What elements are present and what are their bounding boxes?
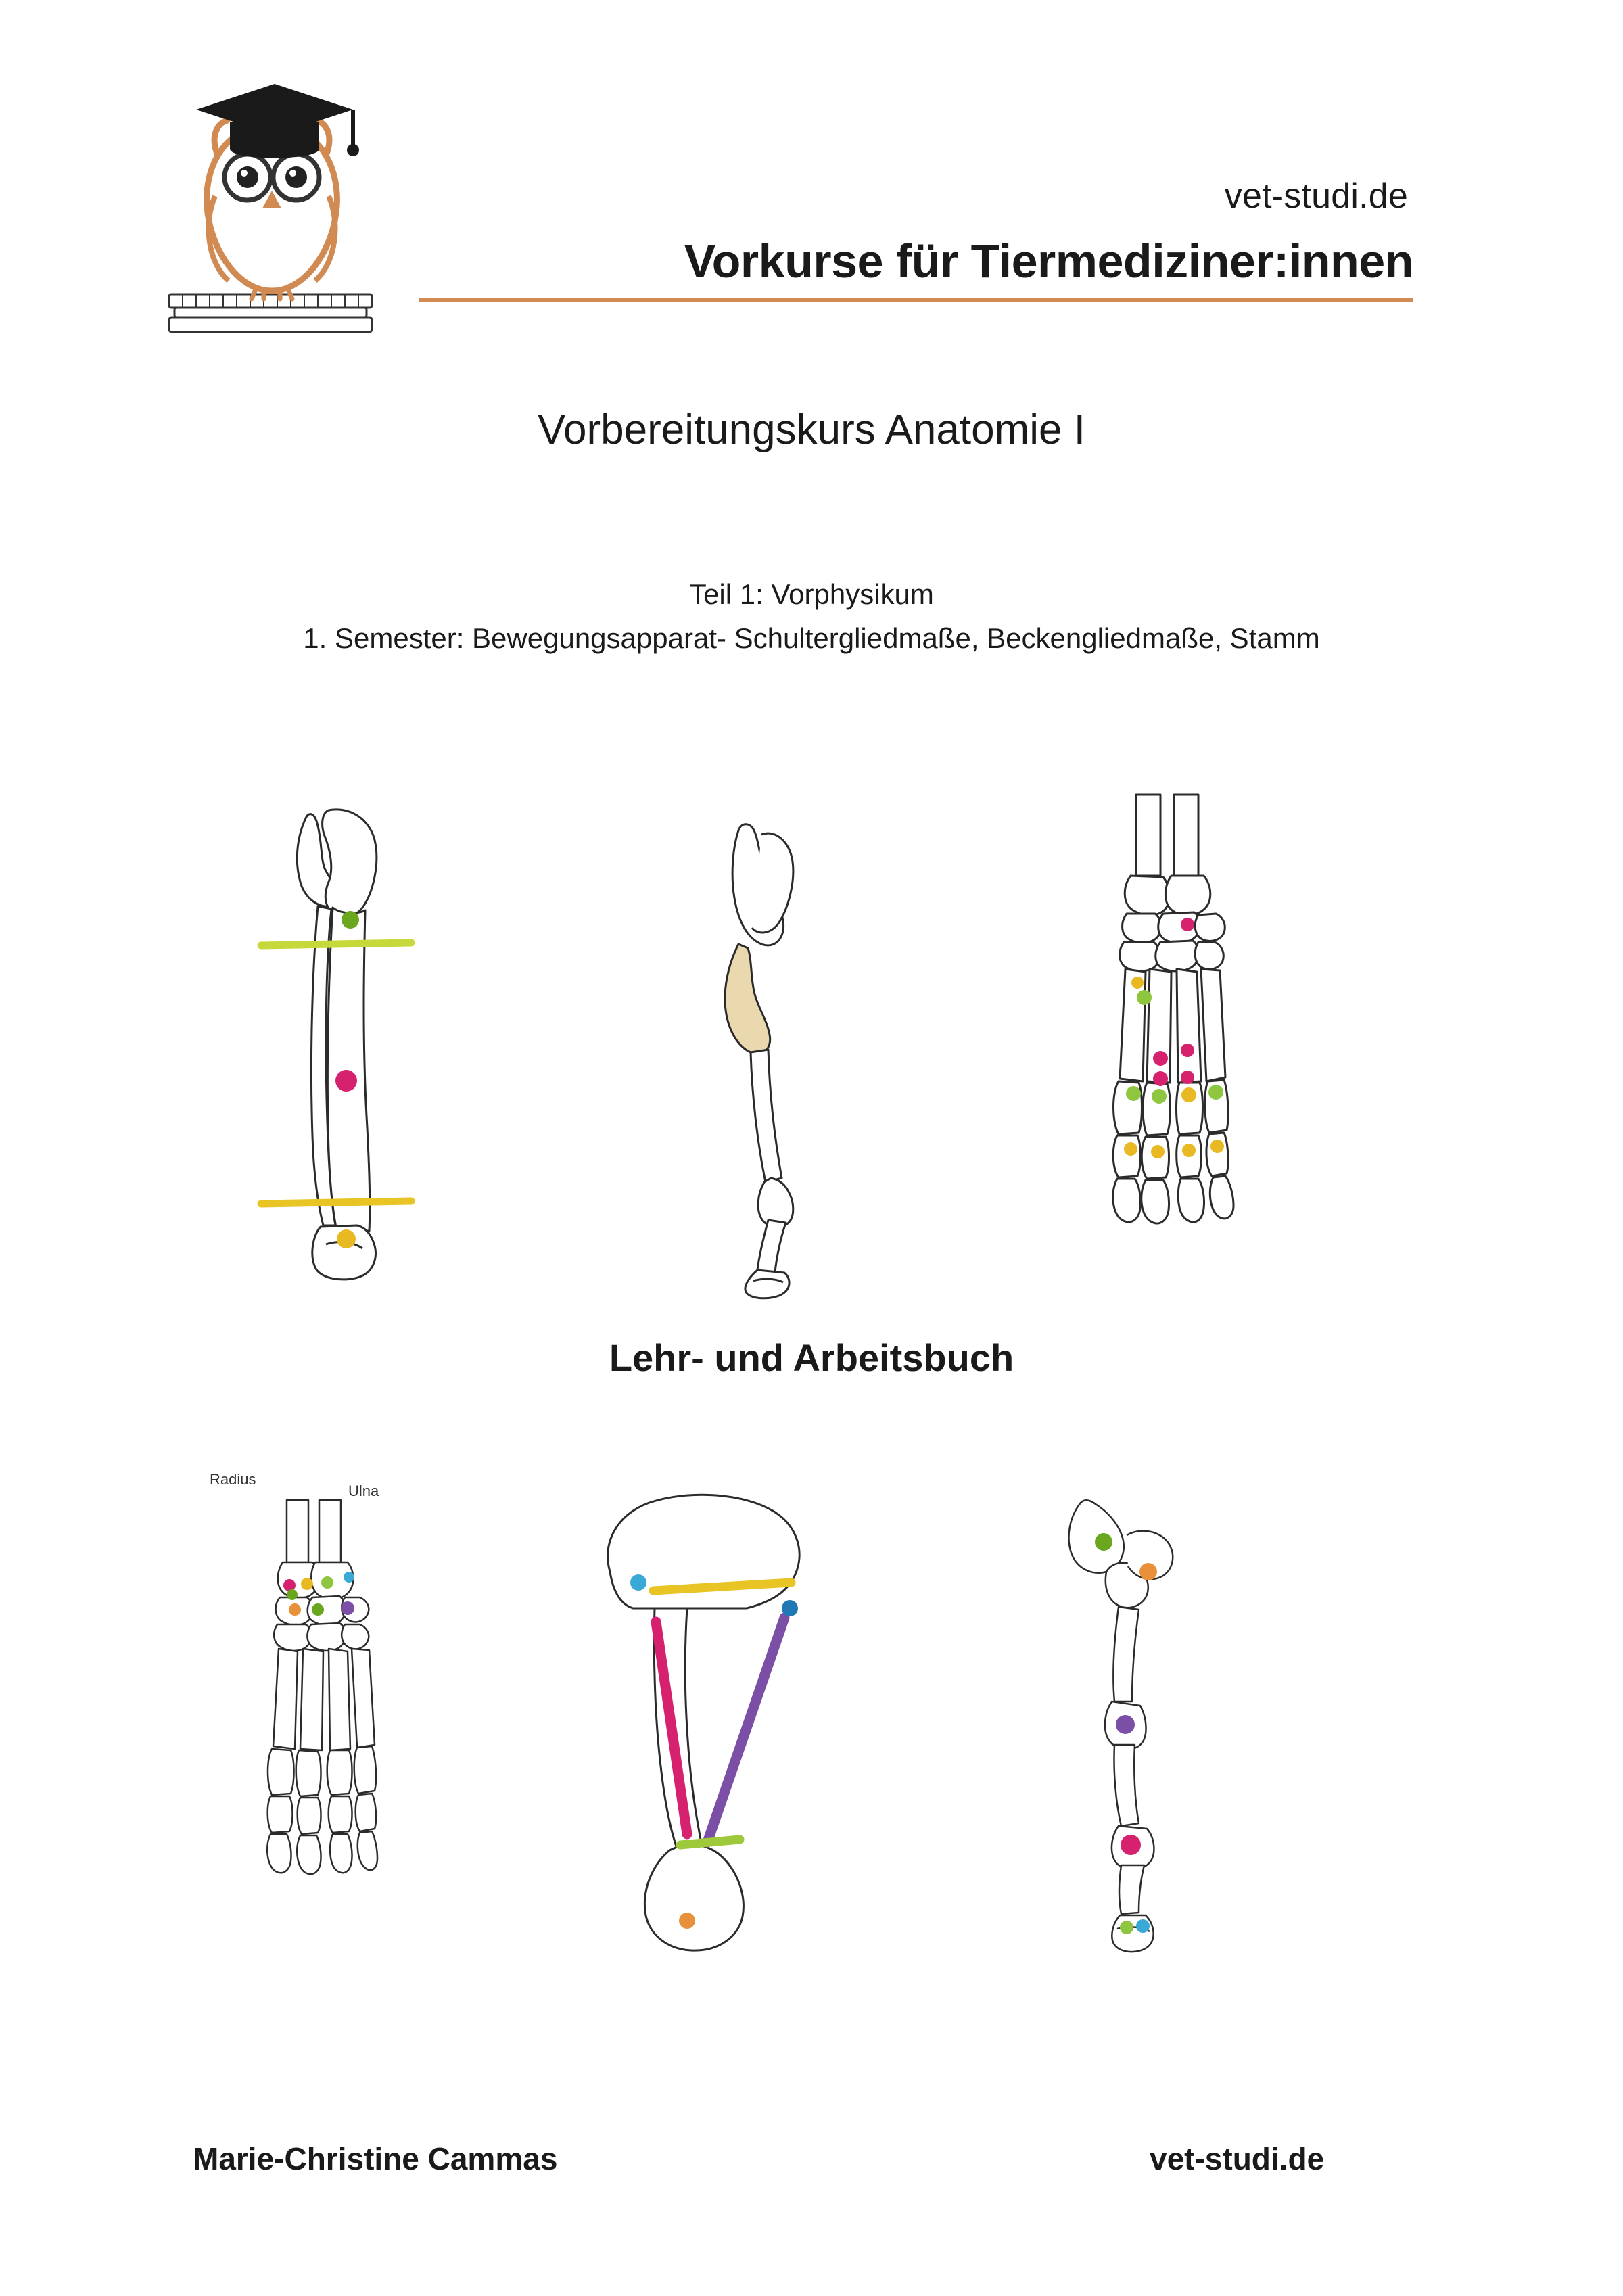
figure-manus-with-labels — [210, 1471, 446, 1934]
marker-dot-orange — [289, 1603, 301, 1616]
footer-author: Marie-Christine Cammas — [193, 2141, 558, 2176]
marker-line-purple — [707, 1618, 784, 1842]
marker-dot-yellow — [1151, 1145, 1165, 1158]
footer-url: vet-studi.de — [1150, 2141, 1325, 2176]
marker-dot-yellow — [301, 1578, 313, 1590]
marker-dot-magenta — [1153, 1051, 1168, 1066]
marker-dot-magenta — [283, 1579, 296, 1591]
marker-dot-blue — [1136, 1919, 1150, 1933]
marker-dot-yellow — [337, 1229, 356, 1248]
marker-dot-magenta — [1181, 918, 1194, 931]
page-header — [0, 41, 1623, 352]
marker-dot-green — [342, 911, 359, 929]
marker-dot-purple — [341, 1601, 354, 1615]
marker-dot-cyan — [630, 1574, 646, 1591]
figure-label-ulna: Ulna — [348, 1482, 379, 1499]
marker-dot-yellow — [1124, 1142, 1137, 1156]
marker-dot-magenta — [1153, 1071, 1168, 1086]
course-title: Vorbereitungskurs Anatomie I — [538, 406, 1085, 453]
marker-dot-magenta — [335, 1070, 357, 1092]
book-type-title: Lehr- und Arbeitsbuch — [609, 1336, 1014, 1379]
marker-dot-green — [321, 1576, 333, 1589]
marker-line-yellow — [261, 1201, 411, 1204]
marker-dot-magenta — [1181, 1071, 1194, 1084]
marker-dot-green — [1208, 1085, 1223, 1100]
marker-line-green — [680, 1840, 740, 1845]
figure-hindlimb-lateral — [663, 812, 879, 1298]
marker-dot-magenta — [1121, 1835, 1141, 1855]
marker-dot-orange — [1139, 1563, 1157, 1580]
marker-dot-green — [1126, 1086, 1141, 1101]
marker-dot-purple — [1116, 1715, 1135, 1734]
owl-graduate-on-books-logo — [156, 61, 399, 358]
brand-block — [385, 176, 1413, 302]
marker-dot-orange — [679, 1913, 695, 1929]
marker-dot-yellow — [1131, 977, 1144, 989]
marker-dot-green — [287, 1589, 298, 1600]
marker-dot-green — [1095, 1533, 1112, 1551]
brand-title: Vorkurse für Tiermediziner:innen — [684, 235, 1413, 287]
brand-divider — [419, 298, 1413, 302]
marker-dot-green — [1152, 1089, 1167, 1104]
figure-label-radius: Radius — [210, 1471, 256, 1488]
marker-dot-blue — [344, 1572, 354, 1583]
course-semester: 1. Semester: Bewegungsapparat- Schultergliedmaße, Beckengliedmaße, Stamm — [303, 622, 1320, 654]
figure-scapula-with-muscle-lines — [575, 1488, 859, 1961]
brand-url: vet-studi.de — [1224, 177, 1408, 216]
marker-dot-blue — [782, 1600, 798, 1616]
marker-line-yellowgreen — [261, 943, 411, 945]
figure-hindlimb-with-joint-markers — [1028, 1488, 1231, 1961]
marker-dot-green — [1120, 1921, 1133, 1934]
marker-dot-yellow — [1182, 1144, 1196, 1157]
marker-dot-yellow — [1210, 1140, 1224, 1153]
marker-dot-green — [1137, 990, 1152, 1005]
figure-radius-ulna-antebrachium — [230, 798, 446, 1285]
marker-dot-green — [312, 1603, 324, 1616]
marker-dot-magenta — [1181, 1044, 1194, 1057]
marker-dot-yellow — [1181, 1087, 1196, 1102]
course-part: Teil 1: Vorphysikum — [689, 578, 934, 610]
figure-manus-dorsal — [1055, 795, 1285, 1282]
